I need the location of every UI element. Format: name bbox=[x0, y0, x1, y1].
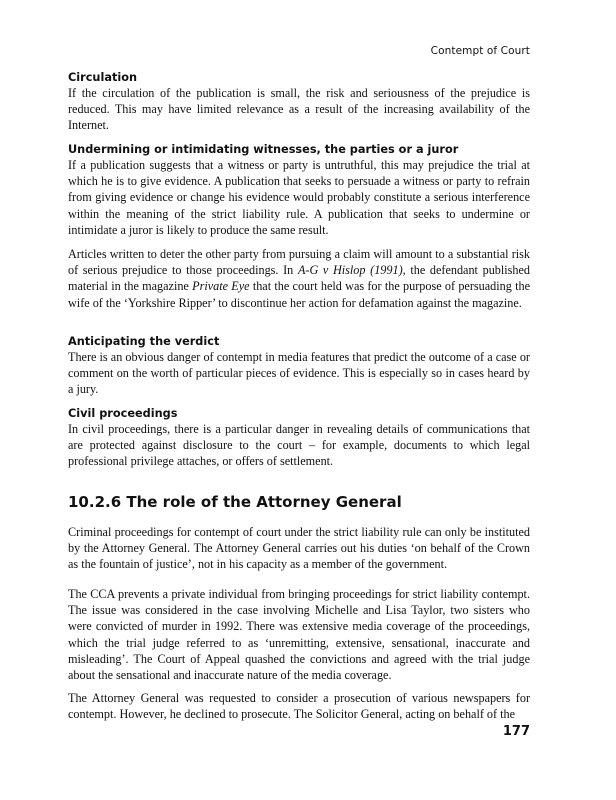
paragraph-2 bbox=[68, 586, 530, 683]
text-run: Articles written to deter the other party from pursuing a claim will amount to a substantial risk of serious prejudice to those proceedings. In bbox=[68, 247, 530, 278]
paragraph: If a publication suggests that a witness or party is untruthful, this may prejudice the trial at which he is to give evidence. A publication that seeks to persuade a witness or party to refrain from giving evidence or change his evidence would probably constitute a serious interference within the meaning of the strict liability rule. A publication that seeks to undermine or intimidate a juror is likely to produce the same result. bbox=[68, 158, 530, 237]
paragraph-hislop bbox=[68, 246, 530, 311]
paragraph-3 bbox=[68, 690, 530, 722]
case-name: A-G v Hislop (1991) bbox=[297, 263, 403, 278]
running-head: Contempt of Court bbox=[430, 45, 530, 57]
heading-undermining: Undermining or intimidating witnesses, the parties or a juror bbox=[68, 143, 459, 156]
section-civil bbox=[68, 406, 530, 470]
section-anticipating bbox=[68, 334, 530, 398]
paragraph: Criminal proceedings for contempt of court under the strict liability rule can only be instituted by the Attorney General. The Attorney General carries out his duties ‘on behalf of the Crown as the fountain of justice’, not in his capacity as a member of the government. bbox=[68, 525, 530, 572]
paragraph: The CCA prevents a private individual from bringing proceedings for strict liability contempt. The issue was considered in the case involving Michelle and Lisa Taylor, two sisters who were convicted of murder in 1992. There was extensive media coverage of the proceedings, which the trial judge referred to as ‘unremitting, extensive, sensational, inaccurate and misleading’. The Court of Appeal quashed the convictions and agreed with the trial judge about the sensational and inaccurate nature of the media coverage. bbox=[68, 587, 530, 683]
page-number: 177 bbox=[502, 724, 530, 739]
heading-civil: Civil proceedings bbox=[68, 407, 178, 420]
magazine-name: Private Eye bbox=[192, 279, 250, 294]
section-heading: 10.2.6 The role of the Attorney General bbox=[68, 493, 402, 511]
text-run: that the court held was for the purpose of persuading the wife of the ‘Yorkshire Ripper’ to discontinue her action for defamation against the magazine. bbox=[68, 279, 530, 310]
paragraph bbox=[68, 246, 530, 311]
text-run: , the defendant published material in the magazine bbox=[68, 263, 530, 294]
heading-circulation: Circulation bbox=[68, 71, 138, 84]
section-circulation bbox=[68, 70, 530, 134]
paragraph: If the circulation of the publication is small, the risk and seriousness of the prejudice is reduced. This may have limited relevance as a result of the increasing availability of the Internet. bbox=[68, 86, 530, 133]
paragraph: There is an obvious danger of contempt in media features that predict the outcome of a case or comment on the worth of particular pieces of evidence. This is especially so in cases heard by a jury. bbox=[68, 350, 530, 397]
heading-anticipating: Anticipating the verdict bbox=[68, 335, 220, 348]
section-undermining bbox=[68, 142, 530, 238]
paragraph: The Attorney General was requested to consider a prosecution of various newspapers for contempt. However, he declined to prosecute. The Solicitor General, acting on behalf of the bbox=[68, 691, 530, 722]
section-attorney-general bbox=[68, 492, 530, 512]
paragraph: In civil proceedings, there is a particular danger in revealing details of communications that are protected against disclosure to the court – for example, documents to which legal professional privilege attaches, or offers of settlement. bbox=[68, 422, 530, 469]
paragraph-1 bbox=[68, 524, 530, 573]
